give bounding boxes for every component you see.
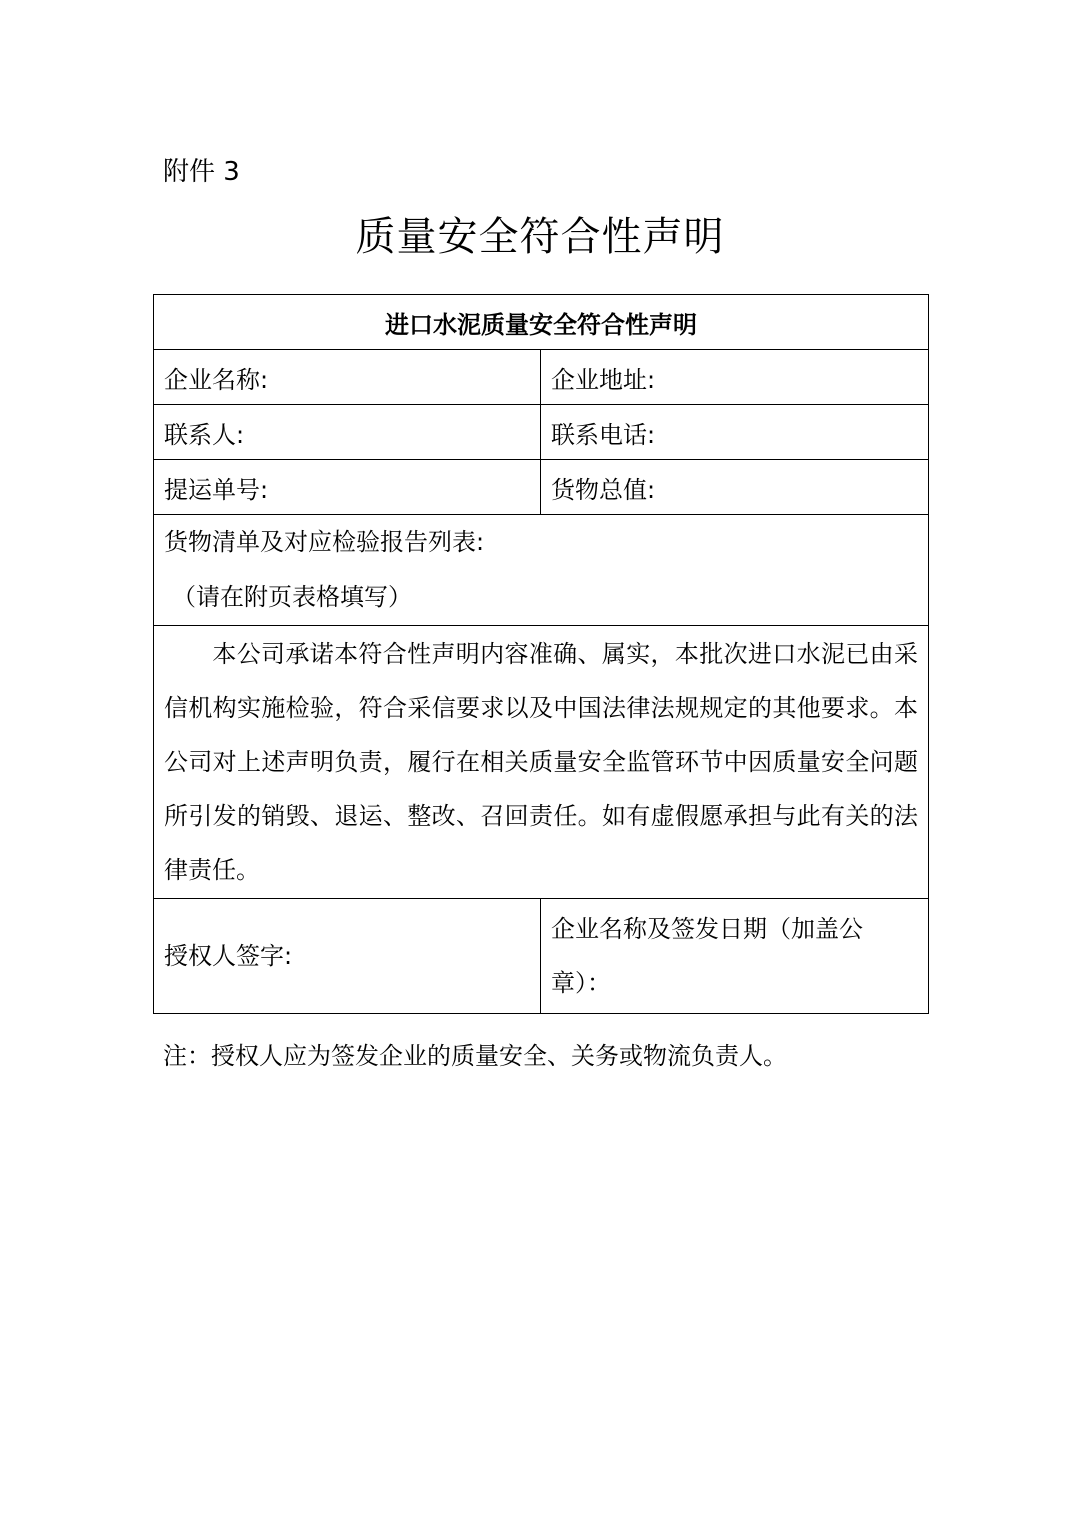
form-heading-row: [154, 295, 929, 350]
phone-label: 联系电话:: [551, 420, 656, 449]
goods-list-field[interactable]: [154, 515, 929, 626]
bill-number-label: 提运单号:: [164, 475, 269, 504]
goods-list-label: 货物清单及对应检验报告列表:: [164, 528, 485, 556]
company-row: [154, 350, 929, 405]
total-value-field[interactable]: [541, 460, 929, 515]
declaration-form: [153, 294, 929, 1014]
phone-field[interactable]: [541, 405, 929, 460]
statement-text: 本公司承诺本符合性声明内容准确、属实，本批次进口水泥已由采信机构实施检验，符合采信要求以及中国法律法规规定的其他要求。本公司对上述声明负责，履行在相关质量安全监管环节中因质量安全问题所引发的销毁、退运、整改、召回责任。如有虚假愿承担与此有关的法律责任。: [164, 640, 918, 884]
company-name-field[interactable]: [154, 350, 541, 405]
attachment-label: 附件 3: [163, 157, 240, 187]
total-value-label: 货物总值:: [551, 475, 656, 504]
signature-field[interactable]: [154, 899, 541, 1014]
footnote: 注：授权人应为签发企业的质量安全、关务或物流负责人。: [163, 1042, 787, 1070]
goods-list-row: [154, 515, 929, 626]
company-date-label: 企业名称及签发日期（加盖公章）：: [551, 915, 863, 997]
company-address-label: 企业地址:: [551, 365, 656, 394]
company-date-field[interactable]: [541, 899, 929, 1014]
contact-row: [154, 405, 929, 460]
contact-field[interactable]: [154, 405, 541, 460]
signature-label: 授权人签字:: [164, 942, 293, 970]
company-name-label: 企业名称:: [164, 365, 269, 394]
contact-label: 联系人:: [164, 420, 245, 449]
statement-cell: [154, 626, 929, 899]
page-title: 质量安全符合性声明: [355, 214, 725, 260]
signature-row: [154, 899, 929, 1014]
goods-list-hint: （请在附页表格填写）: [172, 583, 412, 611]
statement-row: [154, 626, 929, 899]
form-heading: 进口水泥质量安全符合性声明: [154, 295, 929, 350]
company-address-field[interactable]: [541, 350, 929, 405]
shipping-row: [154, 460, 929, 515]
bill-number-field[interactable]: [154, 460, 541, 515]
